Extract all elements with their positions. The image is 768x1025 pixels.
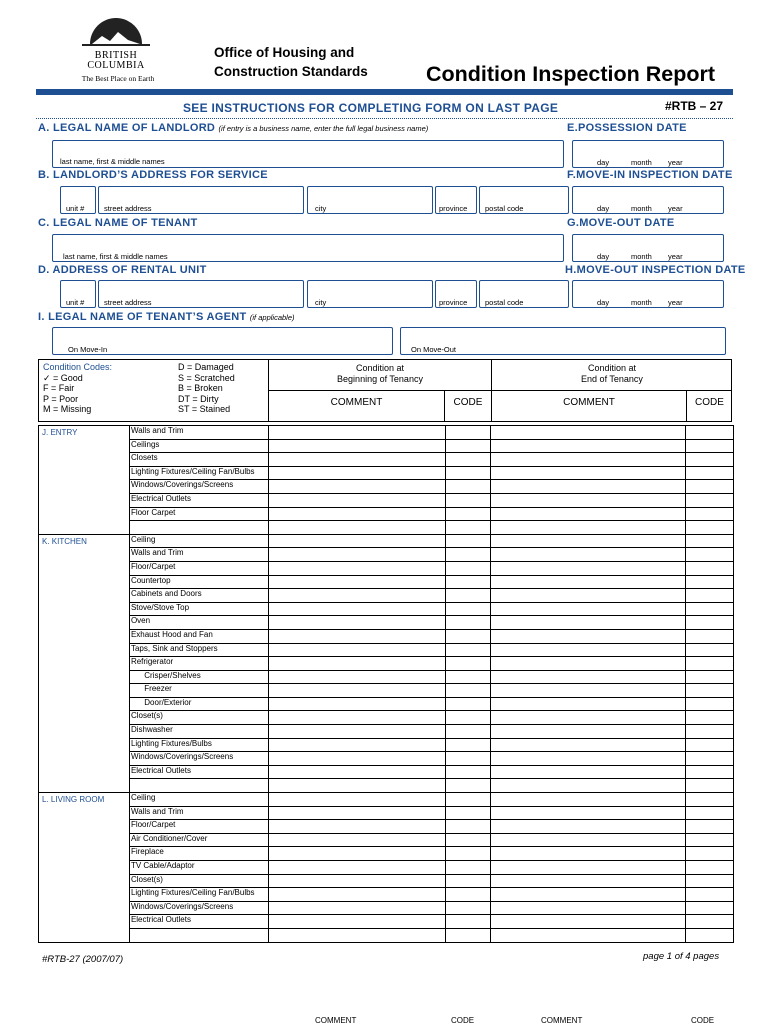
rental-postal-field[interactable]: postal code [479, 280, 569, 308]
room-item-label: Electrical Outlets [129, 915, 268, 929]
end-code-cell[interactable] [686, 575, 734, 589]
code-legend-item: D = Damaged [178, 362, 234, 372]
end-code-cell[interactable] [686, 521, 734, 535]
begin-comment-cell[interactable] [268, 779, 445, 793]
room-item-label: Closets [129, 453, 268, 467]
end-code-cell[interactable] [686, 806, 734, 820]
room-item-label: Floor Carpet [129, 507, 268, 521]
table-row [39, 561, 734, 575]
end-code-cell[interactable] [686, 534, 734, 548]
begin-code-cell[interactable] [445, 928, 491, 942]
begin-code-cell[interactable] [445, 602, 491, 616]
begin-comment-cell[interactable] [268, 697, 445, 711]
end-comment-cell[interactable] [491, 643, 686, 657]
begin-tenancy-heading: Condition at Beginning of Tenancy [337, 363, 423, 384]
logo-line1: BRITISH [94, 50, 138, 61]
end-code-cell[interactable] [686, 711, 734, 725]
condition-codes-header [38, 359, 732, 422]
room-item-label: Walls and Trim [129, 806, 268, 820]
begin-comment-cell[interactable] [268, 657, 445, 671]
table-row [39, 643, 734, 657]
table-row [39, 861, 734, 875]
end-code-cell[interactable] [686, 629, 734, 643]
table-row [39, 820, 734, 834]
begin-comment-cell[interactable] [268, 725, 445, 739]
room-item-label: Cabinets and Doors [129, 589, 268, 603]
end-code-cell[interactable] [686, 684, 734, 698]
landlord-province-field[interactable]: province [435, 186, 477, 214]
section-c-label: C. LEGAL NAME OF TENANT [38, 217, 198, 229]
footer-page-number: page 1 of 4 pages [643, 951, 720, 962]
end-comment-cell[interactable] [491, 575, 686, 589]
room-item-label: Ceiling [129, 793, 268, 807]
begin-code-cell[interactable] [445, 561, 491, 575]
begin-code-cell[interactable] [445, 453, 491, 467]
move-out-date-field[interactable]: day month year [572, 234, 724, 262]
end-comment-cell[interactable] [491, 725, 686, 739]
room-name: L. LIVING ROOM [39, 793, 130, 943]
end-comment-cell[interactable] [491, 806, 686, 820]
end-comment-cell[interactable] [491, 847, 686, 861]
begin-comment-cell[interactable] [268, 507, 445, 521]
begin-code-cell[interactable] [445, 915, 491, 929]
end-code-cell[interactable] [686, 901, 734, 915]
begin-code-cell[interactable] [445, 657, 491, 671]
end-code-cell[interactable] [686, 426, 734, 440]
end-comment-cell[interactable] [491, 861, 686, 875]
begin-comment-cell[interactable] [268, 874, 445, 888]
end-comment-cell[interactable] [491, 901, 686, 915]
begin-comment-cell[interactable] [268, 534, 445, 548]
bc-logo [62, 14, 172, 86]
tenant-name-field[interactable]: last name, first & middle names [52, 234, 564, 262]
end-code-cell[interactable] [686, 820, 734, 834]
end-code-cell[interactable] [686, 793, 734, 807]
codes-left [43, 373, 91, 415]
end-comment-cell[interactable] [491, 657, 686, 671]
begin-code-cell[interactable] [445, 439, 491, 453]
begin-code-cell[interactable] [445, 738, 491, 752]
end-comment-cell[interactable] [491, 629, 686, 643]
begin-code-cell[interactable] [445, 752, 491, 766]
begin-code-cell[interactable] [445, 548, 491, 562]
end-code-cell[interactable] [686, 480, 734, 494]
begin-comment-cell[interactable] [268, 480, 445, 494]
end-code-cell[interactable] [686, 670, 734, 684]
room-item-label: Refrigerator [129, 657, 268, 671]
begin-code-cell[interactable] [445, 643, 491, 657]
header-rule [36, 89, 733, 95]
section-a-label: A. LEGAL NAME OF LANDLORD (if entry is a business name, enter the full legal business name) [38, 122, 429, 134]
end-code-cell[interactable] [686, 589, 734, 603]
begin-comment-cell[interactable] [268, 793, 445, 807]
begin-code-cell[interactable] [445, 711, 491, 725]
end-comment-cell[interactable] [491, 548, 686, 562]
end-code-cell[interactable] [686, 833, 734, 847]
end-comment-cell[interactable] [491, 874, 686, 888]
table-row [39, 888, 734, 902]
begin-comment-cell[interactable] [268, 928, 445, 942]
room-item-label [129, 928, 268, 942]
end-comment-cell[interactable] [491, 480, 686, 494]
table-row [39, 616, 734, 630]
table-row [39, 711, 734, 725]
begin-code-cell[interactable] [445, 466, 491, 480]
begin-comment-cell[interactable] [268, 575, 445, 589]
room-item-label: TV Cable/Adaptor [129, 861, 268, 875]
section-h-label: H.MOVE-OUT INSPECTION DATE [565, 264, 746, 276]
code-legend-item: ✓ = Good [43, 372, 83, 383]
rental-province-field[interactable]: province [435, 280, 477, 308]
end-comment-cell[interactable] [491, 616, 686, 630]
begin-comment-cell[interactable] [268, 548, 445, 562]
agent-move-out-field[interactable]: On Move-Out [400, 327, 726, 355]
end-code-cell[interactable] [686, 861, 734, 875]
begin-code-cell[interactable] [445, 820, 491, 834]
begin-code-cell[interactable] [445, 779, 491, 793]
room-item-label: Ceilings [129, 439, 268, 453]
begin-code-cell[interactable] [445, 793, 491, 807]
begin-comment-cell[interactable] [268, 861, 445, 875]
code-legend-item: B = Broken [178, 383, 223, 394]
table-row [39, 765, 734, 779]
room-item-label: Ceiling [129, 534, 268, 548]
end-comment-cell[interactable] [491, 711, 686, 725]
logo-line2: COLUMBIA [87, 60, 145, 71]
code-legend-item: DT = Dirty [178, 393, 219, 404]
room-item-label: Floor/Carpet [129, 820, 268, 834]
section-i-note: (if applicable) [249, 313, 295, 322]
table-row [39, 534, 734, 548]
end-code-cell[interactable] [686, 453, 734, 467]
table-row [39, 426, 734, 440]
begin-comment-cell[interactable] [268, 765, 445, 779]
room-item-label: Walls and Trim [129, 426, 268, 440]
begin-code-cell[interactable] [445, 874, 491, 888]
end-comment-cell[interactable] [491, 466, 686, 480]
room-item-label: Door/Exterior [129, 697, 268, 711]
end-comment-cell[interactable] [491, 779, 686, 793]
rooms-table [38, 425, 734, 943]
begin-comment-cell[interactable] [268, 561, 445, 575]
begin-code-cell[interactable] [445, 888, 491, 902]
section-f-label: F.MOVE-IN INSPECTION DATE [567, 169, 733, 181]
end-comment-cell[interactable] [491, 561, 686, 575]
end-comment-cell[interactable] [491, 684, 686, 698]
table-row [39, 548, 734, 562]
begin-comment-cell[interactable] [268, 521, 445, 535]
end-comment-heading: COMMENT [563, 397, 615, 408]
table-row [39, 466, 734, 480]
end-code-cell[interactable] [686, 752, 734, 766]
table-row [39, 657, 734, 671]
end-tenancy-heading: Condition at End of Tenancy [581, 363, 643, 384]
begin-comment-cell[interactable] [268, 670, 445, 684]
form-number: #RTB – 27 [665, 99, 724, 113]
code-legend-item: ST = Stained [178, 404, 231, 415]
begin-comment-cell[interactable] [268, 888, 445, 902]
end-code-heading: CODE [695, 397, 724, 408]
section-i-label: I. LEGAL NAME OF TENANT’S AGENT (if applicable) [38, 311, 295, 323]
begin-comment-cell[interactable] [268, 466, 445, 480]
begin-comment-cell[interactable] [268, 629, 445, 643]
begin-code-cell[interactable] [445, 521, 491, 535]
instructions-text: SEE INSTRUCTIONS FOR COMPLETING FORM ON LAST PAGE [183, 101, 559, 115]
table-row [39, 847, 734, 861]
landlord-postal-field[interactable]: postal code [479, 186, 569, 214]
landlord-unit-field[interactable]: unit # [60, 186, 96, 214]
table-row [39, 589, 734, 603]
room-item-label: Walls and Trim [129, 548, 268, 562]
room-item-label [129, 521, 268, 535]
room-item-label [129, 779, 268, 793]
end-code-cell[interactable] [686, 643, 734, 657]
begin-comment-cell[interactable] [268, 493, 445, 507]
table-row [39, 779, 734, 793]
landlord-city-field[interactable]: city [307, 186, 433, 214]
table-row [39, 629, 734, 643]
room-item-label: Air Conditioner/Cover [129, 833, 268, 847]
codes-title: Condition Codes: [43, 362, 113, 372]
move-in-inspection-date-field[interactable]: day month year [572, 186, 724, 214]
next-page-comment-1: COMMENT [315, 1016, 357, 1025]
begin-code-cell[interactable] [445, 725, 491, 739]
table-row [39, 901, 734, 915]
end-code-cell[interactable] [686, 847, 734, 861]
room-item-label: Lighting Fixtures/Ceiling Fan/Bulbs [129, 466, 268, 480]
end-comment-cell[interactable] [491, 453, 686, 467]
begin-code-cell[interactable] [445, 697, 491, 711]
end-code-cell[interactable] [686, 697, 734, 711]
begin-code-cell[interactable] [445, 589, 491, 603]
room-item-label: Closet(s) [129, 711, 268, 725]
begin-code-heading: CODE [453, 397, 483, 408]
room-item-label: Windows/Coverings/Screens [129, 901, 268, 915]
begin-comment-heading: COMMENT [330, 397, 383, 408]
room-item-label: Crisper/Shelves [129, 670, 268, 684]
begin-comment-cell[interactable] [268, 426, 445, 440]
begin-code-cell[interactable] [445, 534, 491, 548]
end-comment-cell[interactable] [491, 534, 686, 548]
table-row [39, 833, 734, 847]
end-code-cell[interactable] [686, 657, 734, 671]
sun-mountain-icon [62, 14, 172, 54]
landlord-street-field[interactable]: street address [98, 186, 304, 214]
room-item-label: Lighting Fixtures/Bulbs [129, 738, 268, 752]
end-code-cell[interactable] [686, 928, 734, 942]
end-comment-cell[interactable] [491, 928, 686, 942]
end-code-cell[interactable] [686, 493, 734, 507]
end-comment-cell[interactable] [491, 426, 686, 440]
begin-code-cell[interactable] [445, 684, 491, 698]
table-row [39, 697, 734, 711]
room-item-label: Freezer [129, 684, 268, 698]
rental-unit-field[interactable]: unit # [60, 280, 96, 308]
end-code-cell[interactable] [686, 915, 734, 929]
table-row [39, 521, 734, 535]
begin-code-cell[interactable] [445, 833, 491, 847]
room-item-label: Windows/Coverings/Screens [129, 480, 268, 494]
office-name [214, 43, 368, 81]
end-code-cell[interactable] [686, 507, 734, 521]
room-item-label: Electrical Outlets [129, 493, 268, 507]
table-row [39, 670, 734, 684]
table-row [39, 575, 734, 589]
table-row [39, 725, 734, 739]
begin-code-cell[interactable] [445, 806, 491, 820]
table-row [39, 439, 734, 453]
begin-code-cell[interactable] [445, 629, 491, 643]
rental-city-field[interactable]: city [307, 280, 433, 308]
room-item-label: Taps, Sink and Stoppers [129, 643, 268, 657]
begin-comment-cell[interactable] [268, 820, 445, 834]
page-title: Condition Inspection Report [426, 62, 716, 86]
end-code-cell[interactable] [686, 602, 734, 616]
end-comment-cell[interactable] [491, 670, 686, 684]
end-code-cell[interactable] [686, 779, 734, 793]
begin-code-cell[interactable] [445, 480, 491, 494]
end-code-cell[interactable] [686, 888, 734, 902]
office-line1: Office of Housing and [214, 45, 355, 60]
begin-code-cell[interactable] [445, 861, 491, 875]
end-comment-cell[interactable] [491, 752, 686, 766]
codes-right [178, 362, 235, 415]
table-row [39, 493, 734, 507]
begin-code-cell[interactable] [445, 901, 491, 915]
table-row [39, 928, 734, 942]
room-item-label: Fireplace [129, 847, 268, 861]
table-row [39, 684, 734, 698]
end-comment-cell[interactable] [491, 915, 686, 929]
room-item-label: Countertop [129, 575, 268, 589]
begin-code-cell[interactable] [445, 616, 491, 630]
table-row [39, 793, 734, 807]
code-legend-item: F = Fair [43, 383, 75, 394]
code-legend-item: P = Poor [43, 393, 79, 404]
section-e-label: E.POSSESSION DATE [567, 122, 687, 134]
possession-date-field[interactable]: day month year [572, 140, 724, 168]
room-item-label: Electrical Outlets [129, 765, 268, 779]
section-g-label: G.MOVE-OUT DATE [567, 217, 675, 229]
move-out-inspection-date-field[interactable]: day month year [572, 280, 724, 308]
next-page-code-2: CODE [691, 1016, 715, 1025]
room-name: K. KITCHEN [39, 534, 130, 792]
end-comment-cell[interactable] [491, 888, 686, 902]
end-comment-cell[interactable] [491, 521, 686, 535]
office-line2: Construction Standards [214, 64, 368, 79]
end-comment-cell[interactable] [491, 507, 686, 521]
room-item-label: Dishwasher [129, 725, 268, 739]
end-code-cell[interactable] [686, 439, 734, 453]
begin-comment-cell[interactable] [268, 711, 445, 725]
code-legend-item: M = Missing [43, 404, 92, 415]
section-a-note: (if entry is a business name, enter the full legal business name) [218, 124, 429, 133]
table-row [39, 915, 734, 929]
footer-form-id: #RTB-27 (2007/07) [42, 954, 124, 965]
end-comment-cell[interactable] [491, 738, 686, 752]
begin-comment-cell[interactable] [268, 589, 445, 603]
end-code-cell[interactable] [686, 765, 734, 779]
end-comment-cell[interactable] [491, 589, 686, 603]
end-code-cell[interactable] [686, 561, 734, 575]
room-item-label: Closet(s) [129, 874, 268, 888]
begin-comment-cell[interactable] [268, 847, 445, 861]
end-comment-cell[interactable] [491, 793, 686, 807]
begin-comment-cell[interactable] [268, 901, 445, 915]
end-comment-cell[interactable] [491, 765, 686, 779]
begin-code-cell[interactable] [445, 765, 491, 779]
rental-street-field[interactable]: street address [98, 280, 304, 308]
begin-comment-cell[interactable] [268, 453, 445, 467]
end-comment-cell[interactable] [491, 493, 686, 507]
room-item-label: Floor/Carpet [129, 561, 268, 575]
begin-code-cell[interactable] [445, 426, 491, 440]
table-row [39, 752, 734, 766]
table-row [39, 806, 734, 820]
begin-comment-cell[interactable] [268, 616, 445, 630]
code-legend-item: S = Scratched [178, 372, 235, 383]
next-page-code-1: CODE [451, 1016, 475, 1025]
begin-code-cell[interactable] [445, 670, 491, 684]
logo-tagline: The Best Place on Earth [81, 74, 155, 83]
room-item-label: Exhaust Hood and Fan [129, 629, 268, 643]
end-comment-cell[interactable] [491, 820, 686, 834]
room-item-label: Lighting Fixtures/Ceiling Fan/Bulbs [129, 888, 268, 902]
begin-code-cell[interactable] [445, 575, 491, 589]
begin-code-cell[interactable] [445, 507, 491, 521]
table-row [39, 480, 734, 494]
table-row [39, 738, 734, 752]
end-code-cell[interactable] [686, 616, 734, 630]
end-comment-cell[interactable] [491, 439, 686, 453]
section-b-label: B. LANDLORD’S ADDRESS FOR SERVICE [38, 169, 268, 181]
begin-comment-cell[interactable] [268, 915, 445, 929]
end-comment-cell[interactable] [491, 833, 686, 847]
begin-comment-cell[interactable] [268, 602, 445, 616]
agent-move-in-field[interactable]: On Move-In [52, 327, 393, 355]
begin-comment-cell[interactable] [268, 439, 445, 453]
next-page-comment-2: COMMENT [541, 1016, 583, 1025]
begin-comment-cell[interactable] [268, 738, 445, 752]
table-row [39, 602, 734, 616]
end-code-cell[interactable] [686, 874, 734, 888]
table-row [39, 874, 734, 888]
room-name: J. ENTRY [39, 426, 130, 535]
begin-comment-cell[interactable] [268, 833, 445, 847]
end-code-cell[interactable] [686, 738, 734, 752]
begin-comment-cell[interactable] [268, 806, 445, 820]
room-item-label: Windows/Coverings/Screens [129, 752, 268, 766]
begin-comment-cell[interactable] [268, 752, 445, 766]
end-comment-cell[interactable] [491, 697, 686, 711]
end-comment-cell[interactable] [491, 602, 686, 616]
end-code-cell[interactable] [686, 548, 734, 562]
end-code-cell[interactable] [686, 725, 734, 739]
room-item-label: Oven [129, 616, 268, 630]
section-d-label: D. ADDRESS OF RENTAL UNIT [38, 264, 207, 276]
begin-comment-cell[interactable] [268, 643, 445, 657]
table-row [39, 453, 734, 467]
begin-code-cell[interactable] [445, 493, 491, 507]
begin-code-cell[interactable] [445, 847, 491, 861]
end-code-cell[interactable] [686, 466, 734, 480]
begin-comment-cell[interactable] [268, 684, 445, 698]
room-item-label: Stove/Stove Top [129, 602, 268, 616]
dotted-divider [36, 118, 733, 119]
table-row [39, 507, 734, 521]
landlord-name-field[interactable]: last name, first & middle names [52, 140, 564, 168]
